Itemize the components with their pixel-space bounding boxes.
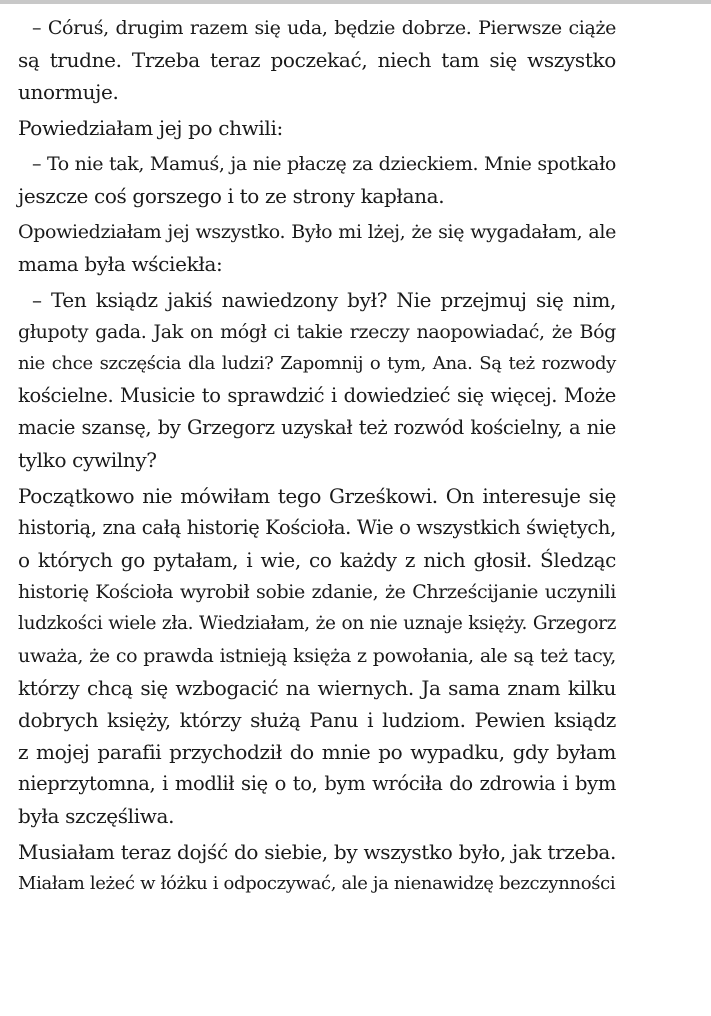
text-line: mama była wściekła: [18, 252, 223, 276]
paragraph [18, 148, 616, 212]
text-line: tylko cywilny? [18, 448, 157, 472]
text-line: głupoty gada. Jak on mógł ci takie rzeczy naopowiadać, że Bóg [18, 321, 616, 343]
text-line: – Córuś, drugim razem się uda, będzie dobrze. Pierwsze ciąże [32, 17, 616, 39]
paragraph [18, 216, 616, 280]
text-line: uważa, że co prawda istnieją księża z powołania, ale są też tacy, [18, 645, 616, 667]
text-line: historię Kościoła wyrobił sobie zdanie, że Chrześcijanie uczynili [18, 581, 616, 603]
text-line: – To nie tak, Mamuś, ja nie płaczę za dzieckiem. Mnie spotkało [32, 153, 616, 175]
text-line: historią, zna całą historię Kościoła. Wie o wszystkich świętych, [18, 516, 616, 539]
paragraph [18, 284, 616, 476]
text-line: unormuje. [18, 80, 119, 104]
text-line: Opowiedziałam jej wszystko. Było mi lżej, że się wygadałam, ale [18, 221, 616, 243]
text-line: – Ten ksiądz jakiś nawiedzony był? Nie przejmuj się nim, [32, 288, 616, 312]
text-line: macie szansę, by Grzegorz uzyskał też rozwód kościelny, a nie [18, 416, 616, 439]
paragraph [18, 836, 616, 900]
text-line: którzy chcą się wzbogacić na wiernych. Ja sama znam kilku [18, 676, 616, 700]
text-line: Powiedziałam jej po chwili: [18, 116, 283, 140]
text-line: Musiałam teraz dojść do siebie, by wszystko było, jak trzeba. [18, 840, 616, 864]
paragraph [18, 12, 616, 108]
top-edge-bar [0, 0, 711, 4]
text-line: nie chce szczęścia dla ludzi? Zapomnij o tym, Ana. Są też rozwody [18, 353, 616, 374]
paragraph [18, 112, 616, 144]
text-line: o których go pytałam, i wie, co każdy z nich głosił. Śledząc [18, 548, 616, 572]
text-line: Początkowo nie mówiłam tego Grześkowi. On interesuje się [18, 484, 616, 508]
text-line: Miałam leżeć w łóżku i odpoczywać, ale ja nienawidzę bezczynności [18, 873, 616, 894]
paragraph [18, 480, 616, 832]
text-line: była szczęśliwa. [18, 804, 175, 828]
text-line: nieprzytomna, i modlił się o to, bym wróciła do zdrowia i bym [18, 772, 616, 795]
text-line: ludzkości wiele zła. Wiedziałam, że on nie uznaje księży. Grzegorz [18, 613, 616, 634]
text-line: jeszcze coś gorszego i to ze strony kapłana. [18, 184, 445, 208]
text-line: dobrych księży, którzy służą Panu i ludziom. Pewien ksiądz [18, 708, 616, 732]
text-line: kościelne. Musicie to sprawdzić i dowiedzieć się więcej. Może [18, 384, 616, 407]
document-page [18, 12, 616, 900]
text-line: są trudne. Trzeba teraz poczekać, niech tam się wszystko [18, 48, 616, 72]
text-line: z mojej parafii przychodził do mnie po wypadku, gdy byłam [18, 740, 616, 764]
